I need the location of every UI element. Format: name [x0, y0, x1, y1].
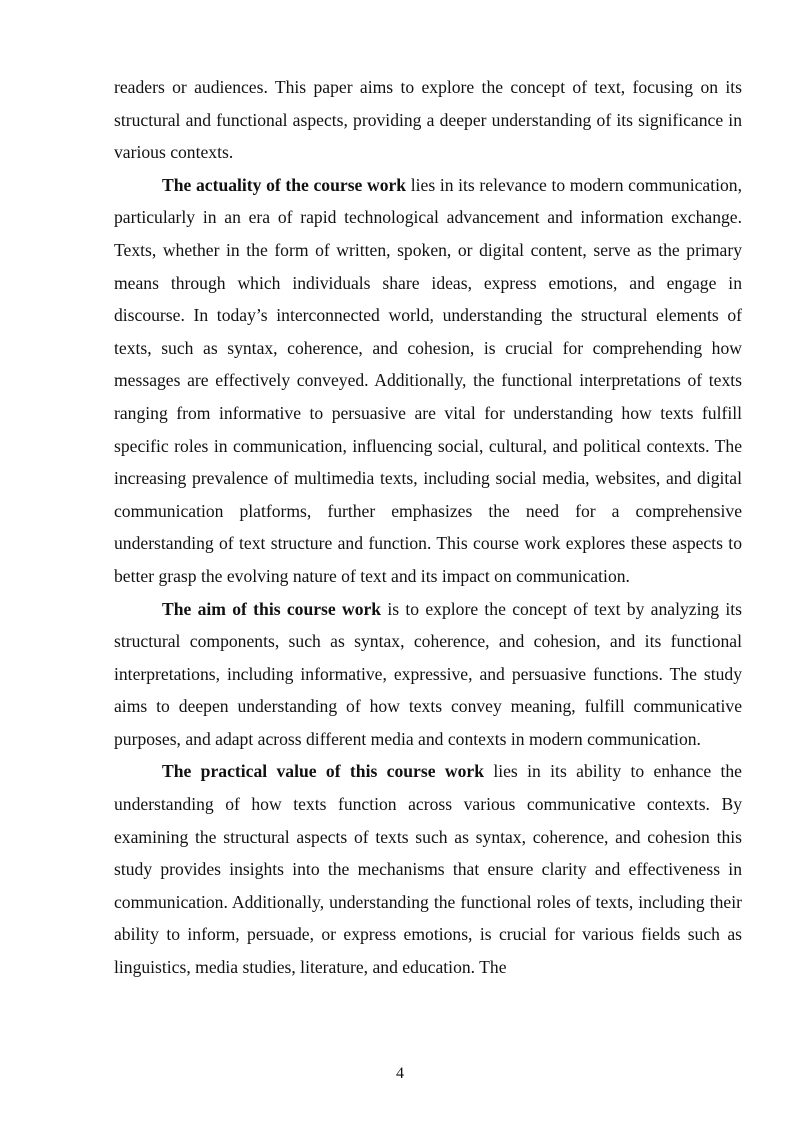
paragraph-actuality: [114, 169, 742, 593]
paragraph-text: lies in its ability to enhance the understanding of how texts function across various communicative contexts. By examining the structural aspects of texts such as syntax, coherence, and cohesion this study provides insights into the mechanisms that ensure clarity and effectiveness in communication. Additionally, understanding the functional roles of texts, including their ability to inform, persuade, or express emotions, is crucial for various fields such as linguistics, media studies, literature, and education. The: [114, 761, 742, 978]
paragraph-practical-value: [114, 755, 742, 983]
paragraph-lead-heading: The practical value of this course work: [162, 761, 484, 782]
paragraph-text: lies in its relevance to modern communication, particularly in an era of rapid technological advancement and information exchange. Texts, whether in the form of written, spoken, or digital content, serve as the primary means through which individuals share ideas, express emotions, and engage in discourse. In today’s interconnected world, understanding the structural elements of texts, such as syntax, coherence, and cohesion, is crucial for comprehending how messages are effectively conveyed. Additionally, the functional interpretations of texts ranging from informative to persuasive are vital for understanding how texts fulfill specific roles in communication, influencing social, cultural, and political contexts. The increasing prevalence of multimedia texts, including social media, websites, and digital communication platforms, further emphasizes the need for a comprehensive understanding of text structure and function. This course work explores these aspects to better grasp the evolving nature of text and its impact on communication.: [114, 174, 743, 586]
paragraph-lead-heading: The aim of this course work: [162, 598, 382, 619]
paragraph-lead-heading: The actuality of the course work: [162, 174, 407, 195]
paragraph-aim: [114, 593, 742, 756]
document-body: [114, 71, 742, 984]
page-number: 4: [396, 1065, 404, 1082]
paragraph-continuation: [114, 71, 742, 169]
paragraph-text: is to explore the concept of text by analyzing its structural components, such as syntax, coherence, and cohesion, and its functional interpretations, including informative, expressive, and persuasive functions. The study aims to deepen understanding of how texts convey meaning, fulfill communicative purposes, and adapt across different media and contexts in modern communication.: [114, 598, 742, 749]
paragraph-text: readers or audiences. This paper aims to explore the concept of text, focusing on its structural and functional aspects, providing a deeper understanding of its significance in various contexts.: [114, 77, 742, 163]
